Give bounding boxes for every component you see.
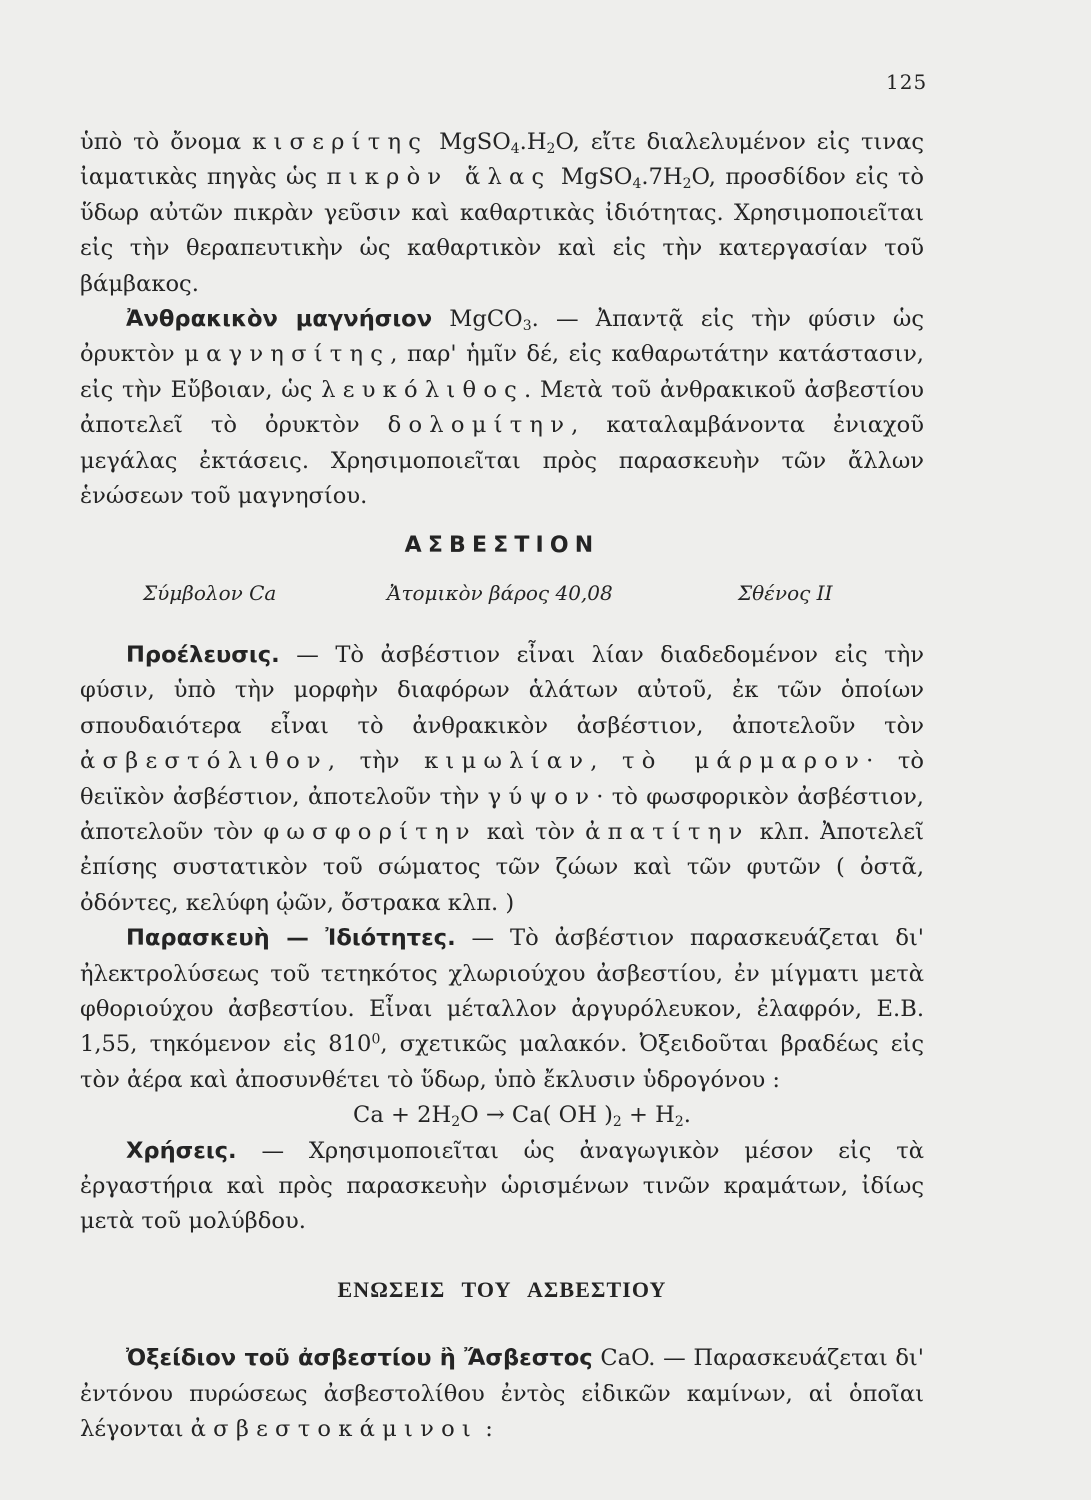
- paragraph-uses: Χρήσεις. — Χρησιμοποιεῖται ὡς ἀναγωγικὸν μέσον εἰς τὰ ἐργαστήρια καὶ πρὸς παρασκευὴν ὡρισμένων τινῶν κραμάτων, ἰδίως μετὰ τοῦ μολύβδου.: [80, 1137, 924, 1235]
- term-pikron-alas: πικρὸν ἅλας: [326, 164, 552, 191]
- formula-cao: CaO: [600, 1345, 649, 1372]
- section-title-origin: Προέλευσις.: [126, 641, 280, 668]
- term-magnisitis: μαγνησίτης: [184, 341, 391, 368]
- chapter-heading-compounds: ΕΝΩΣΕΙΣ ΤΟΥ ΑΣΒΕΣΤΙΟΥ: [337, 1276, 667, 1302]
- chapter-heading-asvestion: ΑΣΒΕΣΤΙΟΝ: [404, 533, 600, 559]
- term-kimolian: κιμωλίαν: [424, 748, 591, 775]
- formula-mgso4-h2o: $MgSO_4.H_2O$: [439, 129, 573, 158]
- valence: Σθένος II: [738, 580, 833, 605]
- page-body: [80, 125, 924, 1447]
- term-asvestolithon: ἀσβεστόλιθον: [80, 748, 328, 775]
- term-fosforitin: φωσφορίτην: [263, 818, 477, 845]
- formula-mgco3: MgCO$_3$: [449, 306, 532, 335]
- paragraph-origin: Προέλευσις. — Τὸ ἀσβέστιον εἶναι λίαν διαδεδομένον εἰς τὴν φύσιν, ὑπὸ τὴν μορφὴν διαφόρων ἁλάτων αὐτοῦ, ἐκ τῶν ὁποίων σπουδαιότερα εἶναι τὸ ἀνθρακικὸν ἀσβέστιον, ἀποτελοῦν τὸν ἀσβεστόλιθον, τὴν κιμωλίαν, τὸ μάρμαρον· τὸ θειϊκὸν ἀσβέστιον, ἀποτελοῦν τὴν γύψον· τὸ φωσφορικὸν ἀσβέστιον, ἀποτελοῦν τὸν φωσφορίτην καὶ τὸν ἀπατίτην κλπ. Ἀποτελεῖ ἐπίσης συστατικὸν τοῦ σώματος τῶν ζώων καὶ τῶν φυτῶν ( ὀστᾶ, ὀδόντες, κελύφη ᾠῶν, ὄστρακα κλπ. ): [80, 641, 924, 916]
- element-info-line: [80, 572, 924, 612]
- term-dolomitin: δολομίτην: [387, 412, 572, 439]
- degree-mark: 0: [371, 1031, 381, 1048]
- section-title-magnesium-carbonate: Ἀνθρακικὸν μαγνήσιον: [126, 306, 433, 333]
- section-title-calcium-oxide: Ὀξείδιον τοῦ ἀσβεστίου ἢ Ἄσβεστος: [126, 1345, 593, 1372]
- section-title-preparation: Παρασκευὴ — Ἰδιότητες.: [126, 925, 456, 952]
- term-asvestokaminoi: ἀσβεστοκάμινοι: [190, 1416, 479, 1442]
- paragraph-kieserite: ὑπὸ τὸ ὄνομα κισερίτης $MgSO_4.H_2O$, εἴτε διαλελυμένον εἰς τινας ἰαματικὰς πηγὰς ὡς πικρὸν ἅλας $MgSO_4.7H_2O$, προσδίδον εἰς τὸ ὕδωρ αὐτῶν πικρὰν γεῦσιν καὶ καθαρτικὰς ἰδιότητας. Χρησιμοποιεῖται εἰς τὴν θεραπευτικὴν ὡς καθαρτικὸν καὶ εἰς τὴν κατεργασίαν τοῦ βάμβακος.: [80, 129, 925, 297]
- term-marmaron: τὸ μάρμαρον: [622, 748, 867, 775]
- term-apatitin: ἀπατίτην: [585, 818, 750, 845]
- element-symbol: Σύμβολον Ca: [143, 580, 277, 605]
- paragraph-calcium-oxide: Ὀξείδιον τοῦ ἀσβεστίου ἢ Ἄσβεστος CaO. — Παρασκευάζεται δι' ἐντόνου πυρώσεως ἀσβεστολίθου ἐντὸς εἰδικῶν καμίνων, αἱ ὁποῖαι λέγονται ἀσβεστοκάμινοι :: [80, 1345, 925, 1442]
- formula-mgso4-7h2o: $MgSO_4.7H_2O$: [560, 164, 709, 193]
- chemical-equation: $Ca + 2H_2O \to Ca$( OH )$_2 + H_2$.: [353, 1102, 691, 1131]
- paragraph-preparation: Παρασκευὴ — Ἰδιότητες. — Τὸ ἀσβέστιον παρασκευάζεται δι' ἠλεκτρολύσεως τοῦ τετηκότος χλωριούχου ἀσβεστίου, ἐν μίγματι μετὰ φθοριούχου ἀσβεστίου. Εἶναι μέταλλον ἀργυρόλευκον, ἐλαφρόν, Ε.Β. 1,55, τηκόμενον εἰς $810^0$, σχετικῶς μαλακόν. Ὀξειδοῦται βραδέως εἰς τὸν ἀέρα καὶ ἀποσυνθέτει τὸ ὕδωρ, ὑπὸ ἔκλυσιν ὑδρογόνου :: [80, 925, 925, 1093]
- paragraph-magnesium-carbonate: Ἀνθρακικὸν μαγνήσιον MgCO$_3$. — Ἀπαντᾷ εἰς τὴν φύσιν ὡς ὀρυκτὸν μαγνησίτης, παρ' ἡμῖν δέ, εἰς καθαρωτάτην κατάστασιν, εἰς τὴν Εὔβοιαν, ὡς λευκόλιθος. Μετὰ τοῦ ἀνθρακικοῦ ἀσβεστίου ἀποτελεῖ τὸ ὀρυκτὸν δολομίτην, καταλαμβάνοντα ἐνιαχοῦ μεγάλας ἐκτάσεις. Χρησιμοποιεῖται πρὸς παρασκευὴν τῶν ἄλλων ἑνώσεων τοῦ μαγνησίου.: [80, 306, 925, 510]
- atomic-weight: Ἀτομικὸν βάρος 40,08: [387, 580, 613, 605]
- page-number: 125: [886, 70, 928, 94]
- term-gypson: γύψον: [487, 783, 597, 810]
- section-title-uses: Χρήσεις.: [126, 1137, 237, 1164]
- term-lefkolithos: λευκόλιθος: [321, 376, 525, 403]
- term-kiseritis: κισερίτης: [252, 129, 429, 155]
